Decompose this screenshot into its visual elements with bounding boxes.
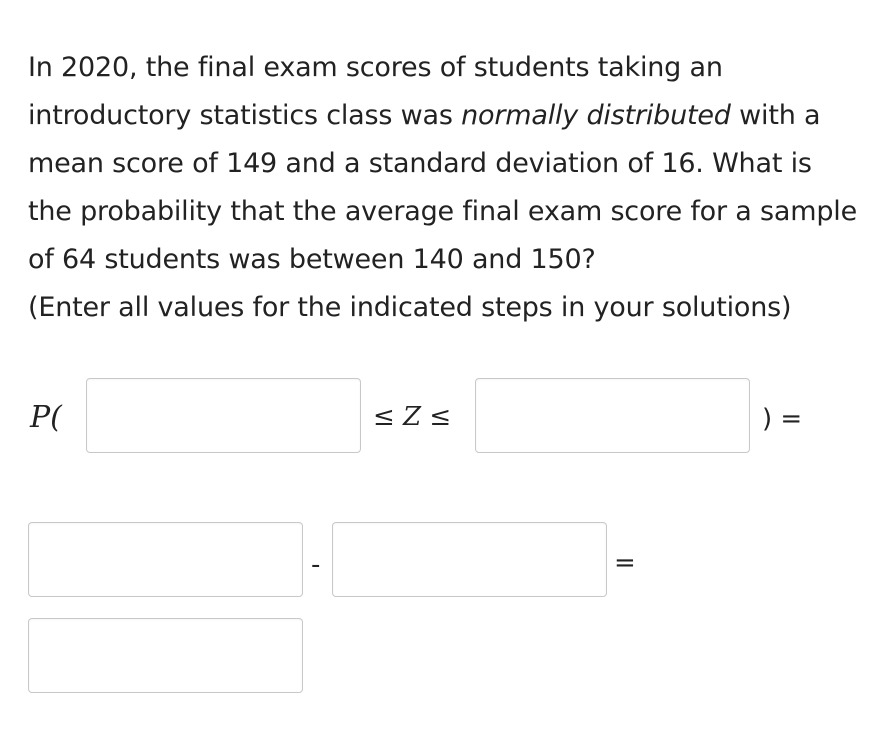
question-paragraph [28, 44, 858, 284]
minus-sign: - [311, 550, 321, 580]
z-between-label: ≤ Z ≤ [373, 402, 452, 432]
question-intro: In 2020, the final exam scores of students taking an introductory statistics class was [28, 52, 723, 131]
cdf-upper-input[interactable] [28, 522, 303, 597]
z-upper-input[interactable] [475, 378, 750, 453]
probability-close-equals-label: ) = [762, 404, 803, 434]
question-instruction: (Enter all values for the indicated steps in your solutions) [28, 292, 792, 323]
question-text [28, 44, 858, 332]
z-lower-input[interactable] [86, 378, 361, 453]
probability-open-label: P( [30, 400, 62, 435]
question-emphasis: normally distributed [461, 100, 731, 131]
equals-sign: = [614, 548, 636, 578]
final-answer-input[interactable] [28, 618, 303, 693]
cdf-lower-input[interactable] [332, 522, 607, 597]
question-body: with a mean score of 149 and a standard deviation of 16. What is the probability that the average final exam score for a sample of 64 students was between 140 and 150? [28, 100, 857, 275]
